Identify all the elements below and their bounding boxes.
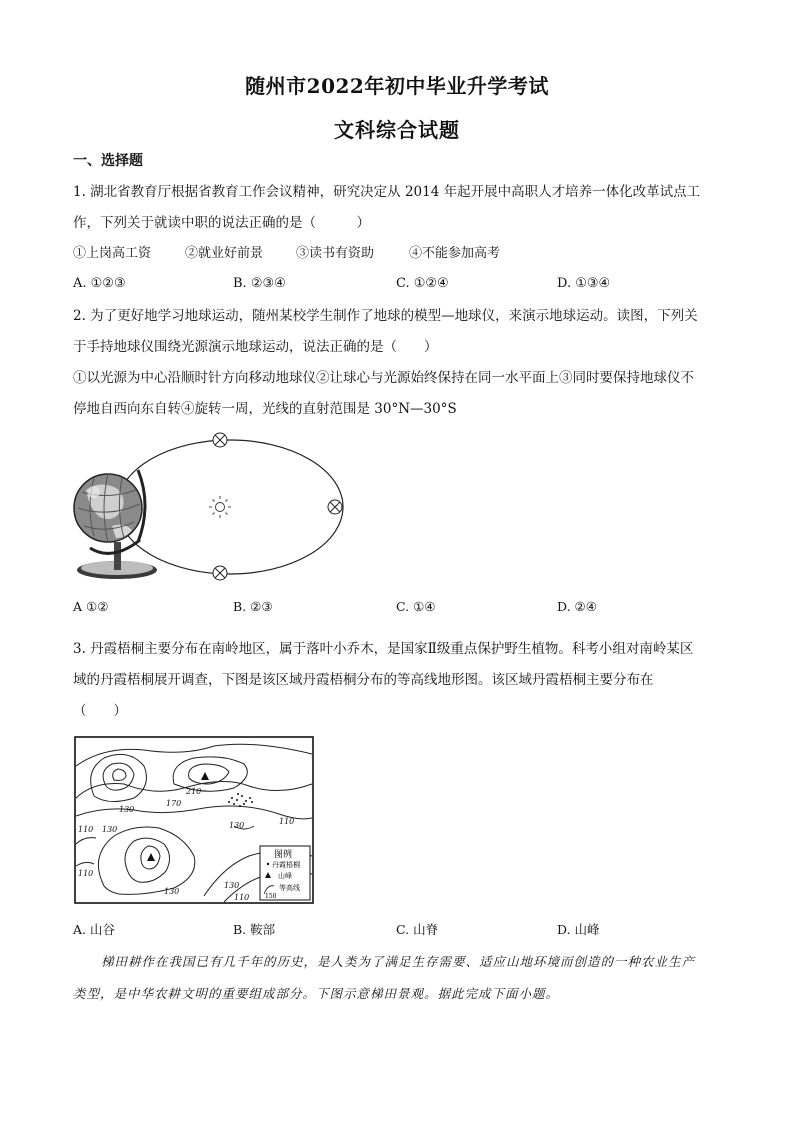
contour-label-9: 130 — [164, 887, 180, 896]
q2-option-d: D. ②④ — [557, 599, 597, 614]
q1-option-a: A. ①②③ — [73, 276, 126, 291]
earth-position-bottom-icon — [213, 566, 227, 580]
q1-statement-3: ③读书有资助 — [296, 246, 375, 261]
legend-tree-label: 丹霞梧桐 — [272, 861, 300, 869]
q2-option-c: C. ①④ — [396, 599, 436, 614]
q1-statement-2: ②就业好前景 — [185, 246, 264, 261]
q1-option-b: B. ②③④ — [233, 276, 286, 291]
earth-position-top-icon — [213, 433, 227, 447]
contour-label-4: 130 — [229, 821, 245, 830]
contour-label-1: 210 — [186, 787, 202, 796]
q1-statement-1: ①上岗高工资 — [73, 246, 152, 261]
exam-subtitle: 文科综合试题 — [334, 118, 460, 142]
legend-contour-value: 150 — [265, 893, 277, 900]
contour-label-11: 110 — [234, 893, 250, 902]
q3-option-c: C. 山脊 — [396, 922, 439, 937]
q2-text-line4: 停地自西向东自转④旋转一周，光线的直射范围是 30°N—30°S — [73, 401, 457, 417]
passage-line1: 梯田耕作在我国已有几千年的历史，是人类为了满足生存需要、适应山地环境而创造的一种农业生产 — [101, 954, 696, 969]
q3-text-line3: （ ） — [73, 703, 127, 719]
q1-option-d: D. ①③④ — [557, 276, 611, 291]
section-heading: 一、选择题 — [73, 153, 143, 169]
contour-label-7: 110 — [279, 817, 295, 826]
contour-map-figure — [74, 736, 314, 904]
q2-text-line2: 于手持地球仪围绕光源演示地球运动，说法正确的是（ ） — [73, 339, 438, 355]
globe-model-icon — [74, 470, 157, 579]
contour-label-6: 130 — [102, 825, 118, 834]
q3-option-b: B. 鞍部 — [233, 922, 276, 937]
legend-contour-label: 等高线 — [279, 884, 300, 892]
exam-title: 随州市2022年初中毕业升学考试 — [245, 74, 549, 98]
q2-option-b: B. ②③ — [233, 599, 273, 614]
legend-title: 图例 — [274, 850, 293, 860]
q3-option-a: A. 山谷 — [73, 922, 115, 937]
map-legend — [260, 846, 310, 900]
contour-label-8: 110 — [78, 869, 94, 878]
q1-text-line1: 1. 湖北省教育厅根据省教育工作会议精神，研究决定从 2014 年起开展中高职人才培养一体化改革试点工 — [73, 184, 701, 200]
passage-line2: 类型，是中华农耕文明的重要组成部分。下图示意梯田景观。据此完成下面小题。 — [73, 986, 560, 1001]
q3-option-d: D. 山峰 — [557, 922, 600, 937]
contour-label-5: 110 — [78, 825, 94, 834]
q3-text-line1: 3. 丹霞梧桐主要分布在南岭地区，属于落叶小乔木，是国家Ⅱ级重点保护野生植物。科考小组对南岭某区 — [73, 641, 694, 657]
contour-label-2: 170 — [166, 799, 182, 808]
q2-text-line3: ①以光源为中心沿顺时针方向移动地球仪②让球心与光源始终保持在同一水平面上③同时要保持地球仪不 — [73, 370, 694, 386]
globe-orbit-figure — [72, 430, 372, 590]
light-source-icon — [209, 496, 231, 518]
q3-text-line2: 域的丹霞梧桐展开调查，下图是该区域丹霞梧桐分布的等高线地形图。该区域丹霞梧桐主要分布在 — [73, 672, 654, 688]
q1-text-line2: 作，下列关于就读中职的说法正确的是（ ） — [73, 215, 370, 231]
q2-text-line1: 2. 为了更好地学习地球运动，随州某校学生制作了地球的模型—地球仪，来演示地球运动。读图，下列关 — [73, 308, 698, 324]
contour-label-10: 130 — [224, 881, 240, 890]
q1-option-c: C. ①②④ — [396, 276, 449, 291]
legend-peak-label: 山峰 — [278, 872, 292, 880]
q2-option-a: A ①② — [73, 599, 109, 614]
earth-position-right-icon — [328, 500, 342, 514]
q1-statement-4: ④不能参加高考 — [409, 246, 501, 261]
contour-label-3: 130 — [119, 805, 135, 814]
